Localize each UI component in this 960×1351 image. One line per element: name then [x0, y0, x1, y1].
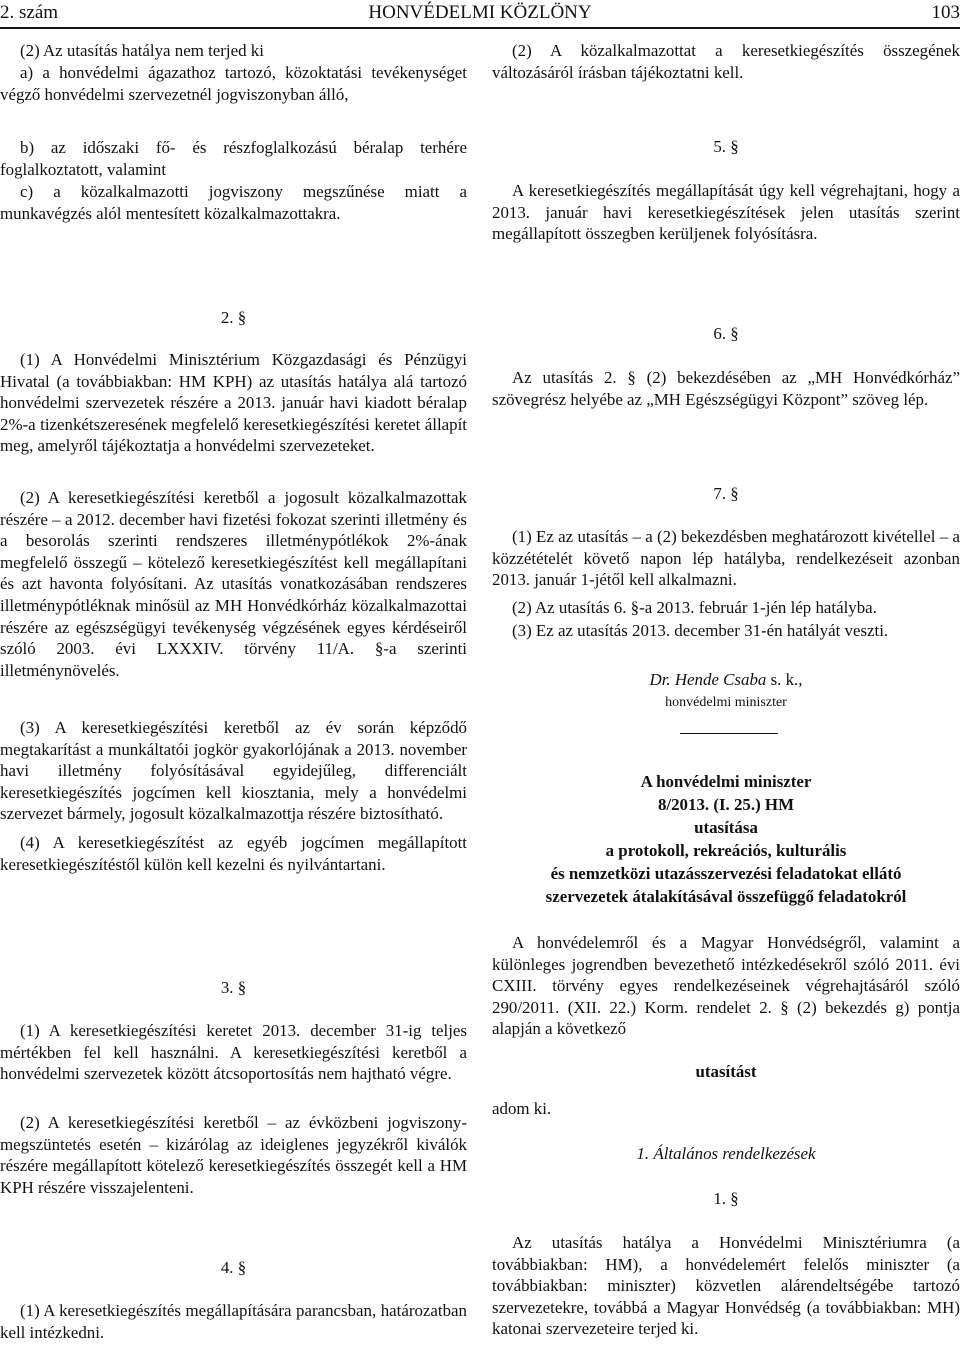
- paragraph-scope-a: a) a honvédelmi ágazathoz tartozó, közoktatási tevékenységet végző honvédelmi szervezetnél jogviszonyban álló,: [0, 63, 467, 104]
- title-line-1: A honvédelmi miniszter: [640, 772, 812, 791]
- page-number: 103: [931, 2, 960, 23]
- section-4-paragraph-1: (1) A keresetkiegészítés megállapítására parancsban, határozatban kell intézkedni.: [0, 1301, 467, 1342]
- utasitast-heading: utasítást: [695, 1062, 757, 1081]
- header-rule: [0, 27, 960, 29]
- section-3-paragraph-2: (2) A keresetkiegészítési keretből – az évközbeni jogviszony-megszüntetés esetén – kizárólag az ideiglenes jegyzékről kiválók részére megállapított kötelező keresetkiegészítés összegét kell a HM KPH részére visszajelenteni.: [0, 1113, 467, 1197]
- section-2-paragraph-4: (4) A keresetkiegészítést az egyéb jogcímen megállapított keresetkiegészítéstől külön kell kezelni és nyilvántartani.: [0, 833, 467, 874]
- paragraph-scope-b: b) az időszaki fő- és részfoglalkozású béralap terhére foglalkoztatott, valamint: [0, 138, 467, 179]
- title-line-5: és nemzetközi utazásszervezési feladatokat ellátó: [550, 864, 902, 883]
- preamble-paragraph: A honvédelemről és a Magyar Honvédségről, valamint a különleges jogrendben bevezethető intézkedésekről szóló 2011. évi CXIII. törvény egyes rendelkezéseinek végrehajtásáról szóló 290/2011. (XII. 22.) Korm. rendelet 2. § (2) bekezdés g) pontja alapján a következő: [492, 933, 960, 1039]
- section-heading-3: 3. §: [220, 978, 247, 997]
- section-5-paragraph: A keresetkiegészítés megállapítását úgy kell végrehajtani, hogy a 2013. január havi keresetkiegészítések jelen utasítás szerint megállapított összegben kerüljenek folyósításra.: [492, 181, 960, 244]
- title-line-6: szervezetek átalakításával összefüggő feladatokról: [545, 887, 907, 906]
- title-line-3: utasítása: [694, 818, 758, 837]
- title-line-4: a protokoll, rekreációs, kulturális: [605, 841, 847, 860]
- signature-line: [492, 669, 960, 691]
- journal-title: HONVÉDELMI KÖZLÖNY: [368, 2, 592, 23]
- page-header: [0, 0, 960, 30]
- section-2-paragraph-3: (3) A keresetkiegészítési keretből az év során képződő megtakarítást a munkáltatói jogkör gyakorlójának a 2013. november havi illetmény folyósításával egyidejűleg, differenciált keresetkiegészítés jogcímen kell kiosztania, mely a honvédelmi szervezet bármely, jogosult közalkalmazottja részére biztosítható.: [0, 718, 467, 824]
- signer-name: Dr. Hende Csaba: [649, 670, 767, 689]
- section-2-paragraph-2: (2) A keresetkiegészítési keretből a jogosult közalkalmazottak részére – a 2012. december havi fizetési fokozat szerinti illetmény és a besorolás szerinti rendszeres illetménypótlékok 2%-ának megfelelő összegű – kötelező keresetkiegészítést kell megállapítani és azt havonta folyósítani. Az utasítás vonatkozásában rendszeres illetménypótléknak minősül az MH Honvédkórház közalkalmazottai részére az egészségügyi tevékenység végzésének egyes kérdéseiről szóló 2003. évi LXXXIV. törvény 11/A. §-a szerinti illetménynövelés.: [0, 488, 467, 680]
- section-2-paragraph-1: (1) A Honvédelmi Minisztérium Közgazdasági és Pénzügyi Hivatal (a továbbiakban: HM KPH) az utasítás hatálya alá tartozó honvédelmi szervezetek részére a 2013. január havi kiadott béralap 2%-a tizenkétszeresének megfelelő keresetkiegészítési keretet állapít meg, amelyről tájékoztatja a honvédelmi szervezeteket.: [0, 350, 467, 456]
- section-1-paragraph: Az utasítás hatálya a Honvédelmi Minisztériumra (a továbbiakban: HM), a honvédelemért felelős miniszter (a továbbiakban: miniszter) közvetlen alárendeltségébe tartozó szervezetekre, továbbá a Magyar Honvédség (a továbbiakban: MH) katonai szervezeteire terjed ki.: [492, 1233, 960, 1339]
- section-7-paragraph-2: (2) Az utasítás 6. §-a 2013. február 1-jén lép hatályba.: [512, 598, 877, 617]
- section-4-paragraph-2: (2) A közalkalmazottat a keresetkiegészítés összegének változásáról írásban tájékoztatni kell.: [492, 41, 960, 82]
- chapter-heading: 1. Általános rendelkezések: [636, 1144, 816, 1163]
- issue-number: 2. szám: [0, 2, 59, 23]
- section-heading-5: 5. §: [713, 137, 739, 156]
- signer-suffix: s. k.,: [766, 670, 803, 689]
- section-3-paragraph-1: (1) A keresetkiegészítési keretet 2013. december 31-ig teljes mértékben fel kell használni. A keresetkiegészítési keretből a honvédelmi szervezetek között átcsoportosítás nem hajtható végre.: [0, 1021, 467, 1084]
- title-line-2: 8/2013. (I. 25.) HM: [657, 795, 795, 814]
- signer-title: honvédelmi miniszter: [665, 695, 787, 710]
- section-heading-7: 7. §: [713, 484, 739, 503]
- section-heading-1: 1. §: [713, 1189, 739, 1208]
- paragraph-scope-c: c) a közalkalmazotti jogviszony megszűnése miatt a munkavégzés alól mentesített közalkalmazottakra.: [0, 182, 467, 223]
- section-heading-4: 4. §: [220, 1258, 247, 1277]
- section-6-paragraph: Az utasítás 2. § (2) bekezdésében az „MH Honvédkórház” szövegrész helyébe az „MH Egészségügyi Központ” szöveg lép.: [492, 368, 960, 409]
- section-divider: [680, 733, 778, 734]
- section-heading-6: 6. §: [713, 324, 739, 343]
- section-7-paragraph-1: (1) Ez az utasítás – a (2) bekezdésben meghatározott kivétellel – a közzétételét követő napon lép hatályba, rendelkezéseit azonban 2013. január 1-jétől kell alkalmazni.: [492, 527, 960, 590]
- section-7-paragraph-3: (3) Ez az utasítás 2013. december 31-én hatályát veszti.: [512, 621, 889, 640]
- adom-ki-text: adom ki.: [492, 1099, 552, 1118]
- paragraph-scope: (2) Az utasítás hatálya nem terjed ki: [20, 41, 264, 60]
- section-heading-2: 2. §: [220, 308, 247, 327]
